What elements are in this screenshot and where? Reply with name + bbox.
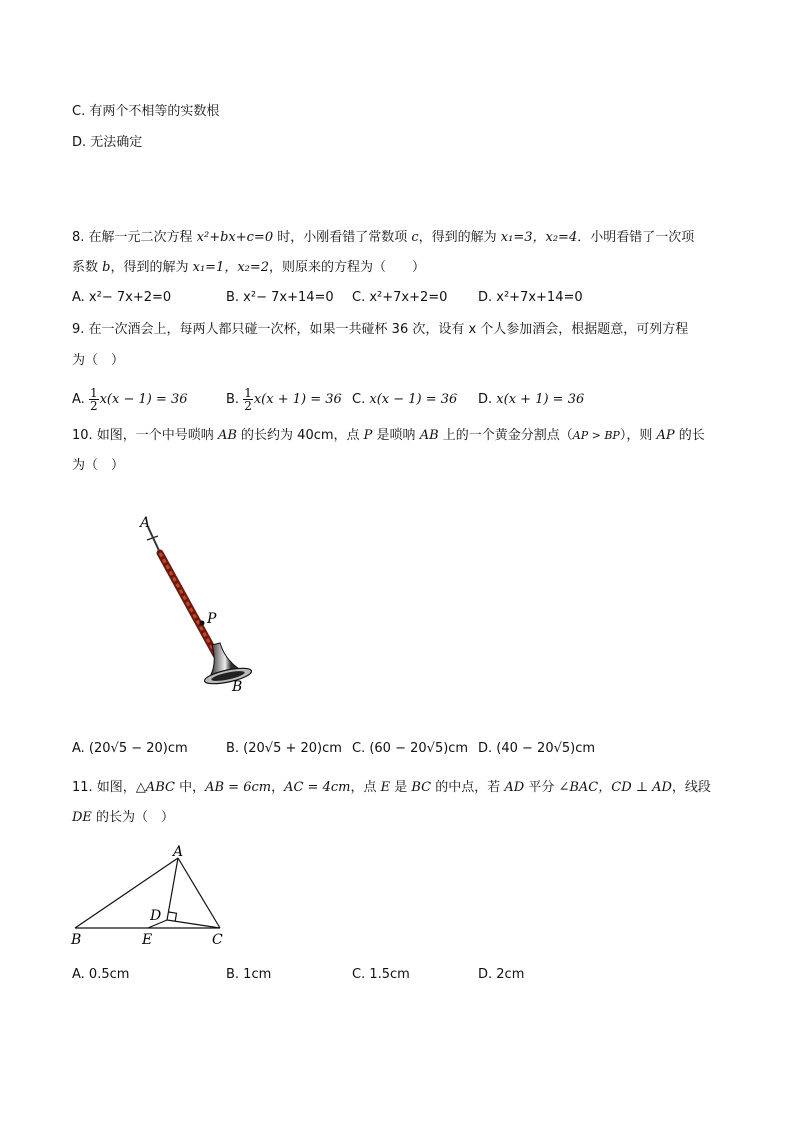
q8-option-a: A. x²− 7x+2=0 [72,290,172,305]
q8-stem-line1: 8. 在解一元二次方程 x²+bx+c=0 时，小刚看错了常数项 c，得到的解为 x₁=3，x₂=4．小明看错了一次项 [72,230,695,245]
q8-options [72,287,722,309]
label-p: P [207,611,217,627]
q8-option-b: B. x²− 7x+14=0 [226,290,334,305]
q8-stem-line2: 系数 b，得到的解为 x₁=1，x₂=2，则原来的方程为（ ） [72,260,426,275]
q10-option-b: B. (20√5 + 20)cm [226,741,342,756]
point-p [200,621,205,626]
q10-options [72,738,722,762]
q9-option-c: C. x(x − 1) = 36 [352,392,458,407]
q7-option-c: C. 有两个不相等的实数根 [72,104,220,119]
q10-stem-line1: 10. 如图，一个中号唢呐 AB 的长约为 40cm，点 P 是唢呐 AB 上的一个黄金分割点（AP > BP），则 AP 的长 [72,428,705,443]
label-a: A [173,844,184,860]
suona-body-grain [160,553,216,655]
q10-option-a: A. (20√5 − 20)cm [72,741,188,756]
label-b: B [232,679,243,695]
q8-option-d: D. x²+7x+14=0 [478,290,583,305]
q11-options [72,964,722,986]
suona-figure [120,505,280,705]
label-c: C [212,932,223,948]
q9-option-d: D. x(x + 1) = 36 [478,392,585,407]
segment-ab [75,858,178,928]
q9-options [72,384,722,416]
q10-option-c: C. (60 − 20√5)cm [352,741,469,756]
q9-stem-line1: 9. 在一次酒会上，每两人都只碰一次杯，如果一共碰杯 36 次，设有 x 个人参加酒会，根据题意，可列方程 [72,322,689,337]
q9-option-b: B. $\frac{1}{2}$ x(x + 1) = 36 [226,386,342,413]
label-b: B [71,932,82,948]
q7-option-d: D. 无法确定 [72,135,143,150]
q10-option-d: D. (40 − 20√5)cm [478,741,596,756]
q11-stem-line1: 11. 如图，△ABC 中，AB = 6cm，AC = 4cm，点 E 是 BC 的中点，若 AD 平分 ∠BAC，CD ⊥ AD，线段 [72,780,711,795]
label-d: D [150,908,162,924]
q11-option-d: D. 2cm [478,967,525,982]
triangle-figure [60,838,240,950]
q11-stem-line2: DE 的长为（ ） [72,810,175,825]
segment-ad [167,858,178,920]
q11-option-b: B. 1cm [226,967,272,982]
q9-stem-line2: 为（ ） [72,353,125,368]
q10-stem-line2: 为（ ） [72,458,125,473]
q8-option-c: C. x²+7x+2=0 [352,290,448,305]
q11-option-a: A. 0.5cm [72,967,130,982]
q9-option-a: A. $\frac{1}{2}$ x(x − 1) = 36 [72,386,188,413]
label-a: A [140,515,151,531]
segment-ac [178,858,220,928]
segment-cd [167,920,220,928]
q11-option-c: C. 1.5cm [352,967,410,982]
label-e: E [142,932,153,948]
